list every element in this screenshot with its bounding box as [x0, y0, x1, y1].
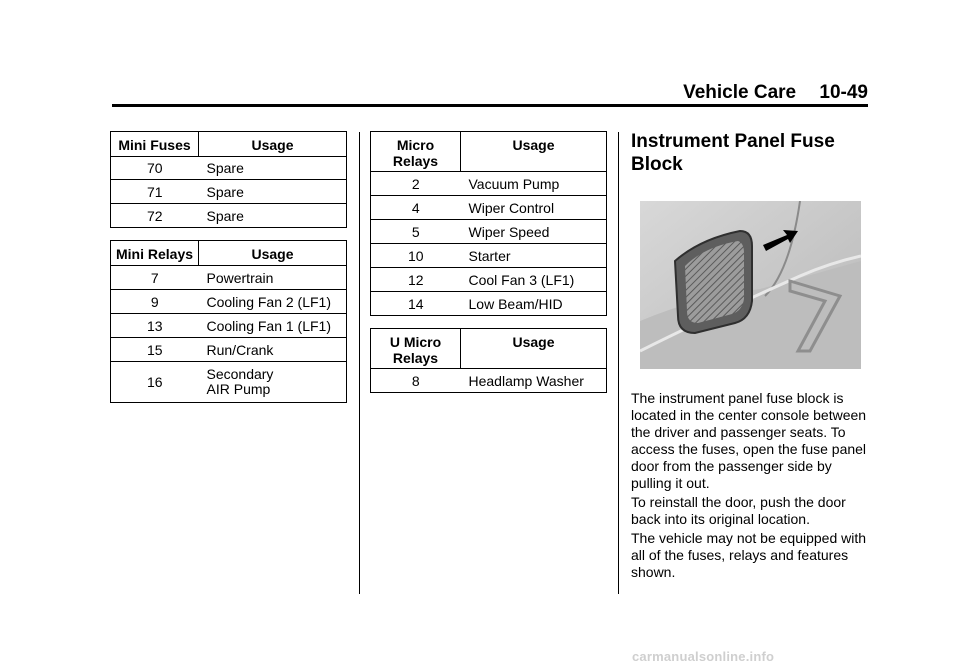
page-header [683, 82, 868, 104]
body-paragraph: The instrument panel fuse block is located in the center console between the driver and passenger seats. To access the fuses, open the fuse panel door from the passenger side by pulling it out. [631, 390, 867, 491]
relay-usage: Wiper Control [461, 196, 607, 220]
table-row [111, 204, 347, 228]
table-row [111, 338, 347, 362]
table-row [371, 220, 607, 244]
header-rule [112, 104, 868, 107]
header-section: Vehicle Care [683, 82, 797, 103]
table-row [111, 157, 347, 180]
fuse-usage: Spare [199, 180, 347, 204]
fuse-number: 71 [111, 180, 199, 204]
table-row [371, 268, 607, 292]
header-page-number: 10-49 [819, 82, 868, 103]
column-header: Mini Relays [111, 241, 199, 266]
table-row [111, 314, 347, 338]
relay-number: 12 [371, 268, 461, 292]
relay-usage: Starter [461, 244, 607, 268]
relay-usage: Cooling Fan 2 (LF1) [199, 290, 347, 314]
column-header: Micro Relays [371, 132, 461, 172]
relay-number: 16 [111, 362, 199, 403]
table-row [371, 244, 607, 268]
fuse-usage: Spare [199, 204, 347, 228]
micro-relays-table [370, 131, 607, 316]
relay-number: 15 [111, 338, 199, 362]
u-micro-relays-table [370, 328, 607, 393]
body-paragraph: To reinstall the door, push the door back into its original location. [631, 494, 846, 527]
section-title: Instrument Panel Fuse Block [631, 131, 835, 175]
relay-usage: Cooling Fan 1 (LF1) [199, 314, 347, 338]
table-row [111, 290, 347, 314]
watermark: carmanualsonline.info [632, 649, 775, 664]
column-header: Mini Fuses [111, 132, 199, 157]
relay-number: 2 [371, 172, 461, 196]
column-header: Usage [461, 132, 607, 172]
table-row [371, 369, 607, 393]
table-row [371, 292, 607, 316]
relay-usage: Powertrain [199, 266, 347, 290]
relay-number: 13 [111, 314, 199, 338]
fuse-usage: Spare [199, 157, 347, 180]
relay-usage: Secondary AIR Pump [199, 362, 347, 403]
mini-fuses-table [110, 131, 347, 228]
table-row [111, 266, 347, 290]
relay-usage: Run/Crank [199, 338, 347, 362]
table-row [371, 172, 607, 196]
column-header: U Micro Relays [371, 329, 461, 369]
column-header: Usage [199, 132, 347, 157]
relay-usage: Headlamp Washer [461, 369, 607, 393]
fuse-number: 70 [111, 157, 199, 180]
relay-number: 14 [371, 292, 461, 316]
relay-number: 7 [111, 266, 199, 290]
table-row [111, 362, 347, 403]
column-header: Usage [461, 329, 607, 369]
mini-relays-table [110, 240, 347, 403]
table-row [111, 180, 347, 204]
relay-number: 9 [111, 290, 199, 314]
table-row [371, 196, 607, 220]
relay-usage: Cool Fan 3 (LF1) [461, 268, 607, 292]
column-divider-1 [359, 132, 360, 594]
body-paragraph: The vehicle may not be equipped with all of the fuses, relays and features shown. [631, 530, 867, 580]
relay-usage: Wiper Speed [461, 220, 607, 244]
fuse-number: 72 [111, 204, 199, 228]
fuse-panel-door-photo [640, 201, 861, 369]
relay-usage: Low Beam/HID [461, 292, 607, 316]
relay-number: 5 [371, 220, 461, 244]
relay-number: 10 [371, 244, 461, 268]
relay-usage: Vacuum Pump [461, 172, 607, 196]
column-header: Usage [199, 241, 347, 266]
relay-number: 4 [371, 196, 461, 220]
console-illustration [640, 201, 861, 369]
relay-number: 8 [371, 369, 461, 393]
column-divider-2 [618, 132, 619, 594]
